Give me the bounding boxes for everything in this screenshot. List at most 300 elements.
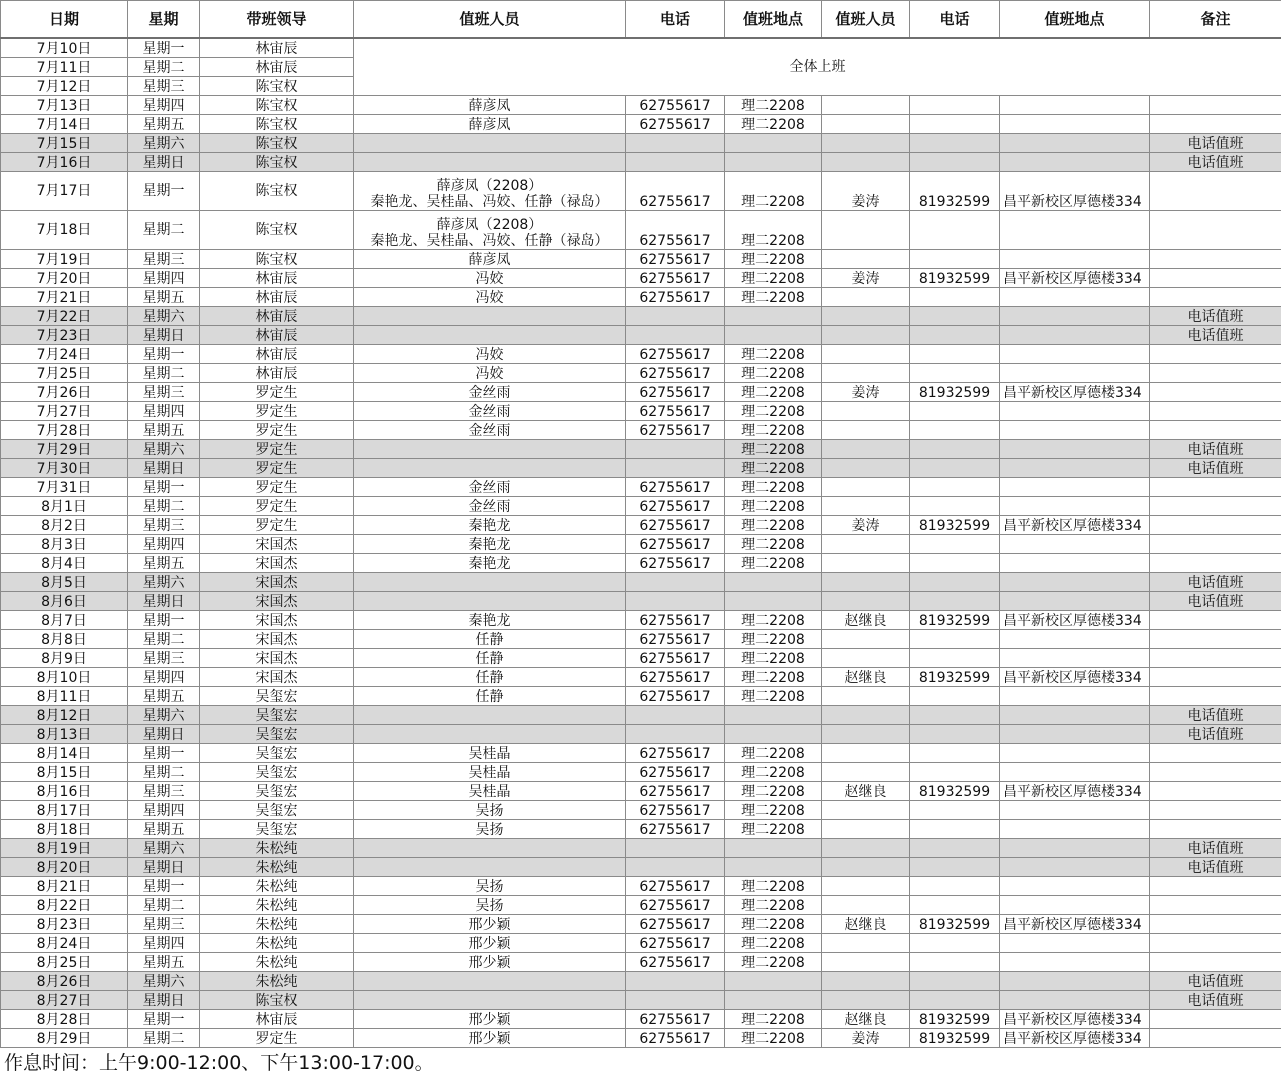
cell-weekday: 星期二 <box>128 630 200 649</box>
cell-staff-2 <box>822 478 910 497</box>
cell-staff <box>354 839 626 858</box>
cell-staff-2 <box>822 153 910 172</box>
cell-note <box>1150 649 1281 668</box>
cell-weekday: 星期五 <box>128 953 200 972</box>
cell-location-2 <box>1000 402 1150 421</box>
cell-weekday: 星期六 <box>128 972 200 991</box>
cell-date: 7月16日 <box>1 153 128 172</box>
table-row <box>1 630 1281 649</box>
cell-phone-2: 81932599 <box>910 915 1000 934</box>
cell-location: 理二2208 <box>725 915 822 934</box>
cell-leader: 吴玺宏 <box>200 706 354 725</box>
staff-name: 邢少颖 <box>468 955 511 971</box>
cell-staff <box>354 896 626 915</box>
cell-weekday: 星期四 <box>128 801 200 820</box>
cell-weekday: 星期日 <box>128 725 200 744</box>
cell-location-2: 昌平新校区厚德楼334 <box>1000 782 1150 801</box>
cell-location-2 <box>1000 535 1150 554</box>
cell-staff-2 <box>822 820 910 839</box>
cell-location <box>725 725 822 744</box>
cell-phone-2 <box>910 953 1000 972</box>
table-row <box>1 782 1281 801</box>
cell-leader: 宋国杰 <box>200 592 354 611</box>
staff-name: 冯姣 <box>475 366 504 382</box>
cell-weekday: 星期二 <box>128 896 200 915</box>
cell-date: 8月11日 <box>1 687 128 706</box>
cell-leader: 陈宝权 <box>200 991 354 1010</box>
cell-phone-2 <box>910 402 1000 421</box>
cell-staff <box>354 96 626 115</box>
staff-name: 吴扬 <box>475 879 504 895</box>
cell-phone-2 <box>910 839 1000 858</box>
cell-date: 7月30日 <box>1 459 128 478</box>
cell-note: 电话值班 <box>1150 706 1281 725</box>
cell-phone-2: 81932599 <box>910 782 1000 801</box>
cell-staff <box>354 972 626 991</box>
cell-phone <box>626 592 725 611</box>
cell-location <box>725 153 822 172</box>
header-location: 值班地点 <box>725 1 822 39</box>
cell-date: 8月15日 <box>1 763 128 782</box>
cell-weekday: 星期日 <box>128 592 200 611</box>
cell-location: 理二2208 <box>725 763 822 782</box>
cell-leader: 吴玺宏 <box>200 687 354 706</box>
cell-phone-2 <box>910 706 1000 725</box>
cell-phone-2 <box>910 763 1000 782</box>
staff-name: 任静 <box>475 651 504 667</box>
cell-phone: 62755617 <box>626 611 725 630</box>
cell-weekday: 星期二 <box>128 58 200 77</box>
cell-location-2 <box>1000 211 1150 250</box>
cell-location <box>725 326 822 345</box>
cell-staff <box>354 459 626 478</box>
staff-name: 秦艳龙、吴桂晶、冯姣、任静（禄岛） <box>370 194 609 210</box>
cell-staff <box>354 630 626 649</box>
cell-staff <box>354 687 626 706</box>
cell-staff-2 <box>822 839 910 858</box>
cell-date: 8月14日 <box>1 744 128 763</box>
header-weekday: 星期 <box>128 1 200 39</box>
staff-name: 薛彦凤 <box>468 117 511 133</box>
cell-note <box>1150 497 1281 516</box>
cell-date: 7月15日 <box>1 134 128 153</box>
cell-date: 8月8日 <box>1 630 128 649</box>
cell-staff-2: 姜涛 <box>822 269 910 288</box>
cell-phone-2 <box>910 459 1000 478</box>
staff-name: 秦艳龙、吴桂晶、冯姣、任静（禄岛） <box>370 233 609 249</box>
cell-leader: 陈宝权 <box>200 172 354 211</box>
cell-staff-2 <box>822 896 910 915</box>
cell-phone-2 <box>910 630 1000 649</box>
cell-location: 理二2208 <box>725 744 822 763</box>
cell-leader: 林宙辰 <box>200 58 354 77</box>
cell-location: 理二2208 <box>725 402 822 421</box>
cell-date: 7月10日 <box>1 38 128 58</box>
cell-staff-2 <box>822 972 910 991</box>
cell-location: 理二2208 <box>725 953 822 972</box>
cell-location-2 <box>1000 763 1150 782</box>
cell-leader: 宋国杰 <box>200 573 354 592</box>
cell-phone: 62755617 <box>626 953 725 972</box>
cell-location: 理二2208 <box>725 1029 822 1048</box>
cell-phone <box>626 725 725 744</box>
cell-phone-2 <box>910 687 1000 706</box>
cell-staff <box>354 801 626 820</box>
cell-phone-2 <box>910 744 1000 763</box>
cell-phone: 62755617 <box>626 497 725 516</box>
cell-leader: 林宙辰 <box>200 288 354 307</box>
staff-name: 吴桂晶 <box>468 784 511 800</box>
cell-weekday: 星期三 <box>128 782 200 801</box>
cell-phone-2 <box>910 573 1000 592</box>
cell-staff <box>354 326 626 345</box>
cell-location <box>725 573 822 592</box>
cell-phone-2 <box>910 421 1000 440</box>
cell-staff-2: 赵继良 <box>822 611 910 630</box>
cell-staff-2 <box>822 364 910 383</box>
cell-location-2 <box>1000 592 1150 611</box>
cell-staff <box>354 877 626 896</box>
cell-weekday: 星期一 <box>128 744 200 763</box>
cell-phone <box>626 459 725 478</box>
cell-location <box>725 307 822 326</box>
cell-date: 7月26日 <box>1 383 128 402</box>
cell-phone: 62755617 <box>626 649 725 668</box>
cell-leader: 陈宝权 <box>200 153 354 172</box>
cell-date: 8月1日 <box>1 497 128 516</box>
cell-staff <box>354 1029 626 1048</box>
cell-phone-2 <box>910 478 1000 497</box>
cell-phone-2 <box>910 592 1000 611</box>
cell-location-2 <box>1000 134 1150 153</box>
cell-note: 电话值班 <box>1150 592 1281 611</box>
table-row <box>1 706 1281 725</box>
cell-weekday: 星期一 <box>128 345 200 364</box>
cell-leader: 罗定生 <box>200 383 354 402</box>
cell-staff-2 <box>822 421 910 440</box>
cell-location-2: 昌平新校区厚德楼334 <box>1000 611 1150 630</box>
cell-date: 8月17日 <box>1 801 128 820</box>
table-row <box>1 269 1281 288</box>
cell-date: 7月27日 <box>1 402 128 421</box>
cell-staff <box>354 611 626 630</box>
cell-note <box>1150 896 1281 915</box>
table-row <box>1 820 1281 839</box>
cell-phone-2 <box>910 820 1000 839</box>
cell-location: 理二2208 <box>725 668 822 687</box>
cell-leader: 罗定生 <box>200 421 354 440</box>
table-row <box>1 440 1281 459</box>
cell-phone-2 <box>910 440 1000 459</box>
cell-location-2: 昌平新校区厚德楼334 <box>1000 516 1150 535</box>
cell-staff-2 <box>822 953 910 972</box>
table-row <box>1 364 1281 383</box>
header-leader: 带班领导 <box>200 1 354 39</box>
table-row <box>1 1029 1281 1048</box>
table-row <box>1 649 1281 668</box>
cell-location: 理二2208 <box>725 782 822 801</box>
cell-weekday: 星期六 <box>128 573 200 592</box>
cell-weekday: 星期六 <box>128 134 200 153</box>
cell-phone-2 <box>910 535 1000 554</box>
cell-date: 7月21日 <box>1 288 128 307</box>
cell-location: 理二2208 <box>725 459 822 478</box>
cell-staff <box>354 307 626 326</box>
cell-leader: 林宙辰 <box>200 1010 354 1029</box>
cell-staff <box>354 383 626 402</box>
cell-location-2 <box>1000 896 1150 915</box>
cell-phone: 62755617 <box>626 1010 725 1029</box>
cell-weekday: 星期一 <box>128 172 200 211</box>
cell-staff-2 <box>822 934 910 953</box>
cell-staff-2: 赵继良 <box>822 915 910 934</box>
cell-note <box>1150 402 1281 421</box>
cell-staff <box>354 478 626 497</box>
cell-date: 7月12日 <box>1 77 128 96</box>
table-row <box>1 307 1281 326</box>
cell-leader: 宋国杰 <box>200 611 354 630</box>
cell-weekday: 星期六 <box>128 839 200 858</box>
cell-location-2 <box>1000 364 1150 383</box>
cell-leader: 宋国杰 <box>200 554 354 573</box>
cell-staff-2 <box>822 725 910 744</box>
cell-leader: 吴玺宏 <box>200 744 354 763</box>
header-date: 日期 <box>1 1 128 39</box>
table-row <box>1 839 1281 858</box>
cell-note <box>1150 478 1281 497</box>
cell-location: 理二2208 <box>725 820 822 839</box>
cell-staff-2 <box>822 877 910 896</box>
cell-location: 理二2208 <box>725 250 822 269</box>
cell-location-2 <box>1000 991 1150 1010</box>
cell-location <box>725 134 822 153</box>
cell-leader: 宋国杰 <box>200 630 354 649</box>
cell-staff <box>354 858 626 877</box>
cell-note: 电话值班 <box>1150 839 1281 858</box>
cell-leader: 林宙辰 <box>200 364 354 383</box>
cell-phone: 62755617 <box>626 383 725 402</box>
table-body <box>1 38 1281 1048</box>
cell-location-2 <box>1000 478 1150 497</box>
cell-weekday: 星期二 <box>128 1029 200 1048</box>
cell-staff <box>354 364 626 383</box>
cell-location-2 <box>1000 115 1150 134</box>
cell-staff-2 <box>822 630 910 649</box>
cell-note: 电话值班 <box>1150 858 1281 877</box>
cell-leader: 陈宝权 <box>200 77 354 96</box>
cell-staff-2 <box>822 96 910 115</box>
cell-note <box>1150 535 1281 554</box>
cell-location-2 <box>1000 497 1150 516</box>
cell-location-2 <box>1000 858 1150 877</box>
cell-weekday: 星期六 <box>128 440 200 459</box>
cell-weekday: 星期二 <box>128 211 200 250</box>
cell-date: 7月20日 <box>1 269 128 288</box>
cell-weekday: 星期三 <box>128 250 200 269</box>
cell-leader: 罗定生 <box>200 497 354 516</box>
table-row <box>1 172 1281 211</box>
cell-phone <box>626 858 725 877</box>
cell-staff-2 <box>822 326 910 345</box>
cell-location: 理二2208 <box>725 478 822 497</box>
cell-staff-2 <box>822 763 910 782</box>
cell-location <box>725 858 822 877</box>
cell-leader: 朱松纯 <box>200 934 354 953</box>
cell-date: 8月20日 <box>1 858 128 877</box>
cell-phone: 62755617 <box>626 250 725 269</box>
cell-phone: 62755617 <box>626 630 725 649</box>
cell-phone: 62755617 <box>626 934 725 953</box>
cell-staff <box>354 1010 626 1029</box>
cell-phone: 62755617 <box>626 115 725 134</box>
table-row <box>1 402 1281 421</box>
cell-note: 电话值班 <box>1150 991 1281 1010</box>
cell-note <box>1150 915 1281 934</box>
cell-phone-2: 81932599 <box>910 1029 1000 1048</box>
cell-staff-2 <box>822 459 910 478</box>
cell-note <box>1150 211 1281 250</box>
cell-location: 理二2208 <box>725 649 822 668</box>
cell-phone: 62755617 <box>626 516 725 535</box>
cell-location-2 <box>1000 877 1150 896</box>
cell-leader: 朱松纯 <box>200 972 354 991</box>
cell-date: 8月6日 <box>1 592 128 611</box>
cell-note <box>1150 269 1281 288</box>
cell-staff <box>354 250 626 269</box>
cell-date: 8月26日 <box>1 972 128 991</box>
table-row <box>1 38 1281 58</box>
staff-name: 冯姣 <box>475 347 504 363</box>
cell-weekday: 星期一 <box>128 1010 200 1029</box>
cell-weekday: 星期四 <box>128 934 200 953</box>
cell-leader: 林宙辰 <box>200 345 354 364</box>
cell-phone <box>626 706 725 725</box>
cell-note <box>1150 115 1281 134</box>
cell-staff-2 <box>822 991 910 1010</box>
cell-date: 8月18日 <box>1 820 128 839</box>
cell-phone: 62755617 <box>626 668 725 687</box>
staff-name: 吴扬 <box>475 898 504 914</box>
cell-location: 理二2208 <box>725 516 822 535</box>
cell-location-2 <box>1000 250 1150 269</box>
cell-location: 理二2208 <box>725 345 822 364</box>
table-row <box>1 153 1281 172</box>
cell-phone: 62755617 <box>626 763 725 782</box>
cell-phone-2 <box>910 345 1000 364</box>
cell-leader: 罗定生 <box>200 402 354 421</box>
cell-staff-2 <box>822 440 910 459</box>
table-row <box>1 478 1281 497</box>
cell-date: 7月11日 <box>1 58 128 77</box>
cell-leader: 吴玺宏 <box>200 725 354 744</box>
cell-leader: 朱松纯 <box>200 877 354 896</box>
cell-leader: 林宙辰 <box>200 307 354 326</box>
cell-staff <box>354 440 626 459</box>
cell-note <box>1150 364 1281 383</box>
cell-phone-2 <box>910 250 1000 269</box>
cell-location-2 <box>1000 725 1150 744</box>
cell-staff <box>354 115 626 134</box>
cell-location: 理二2208 <box>725 497 822 516</box>
cell-staff <box>354 288 626 307</box>
cell-phone: 62755617 <box>626 744 725 763</box>
cell-phone: 62755617 <box>626 364 725 383</box>
cell-weekday: 星期三 <box>128 77 200 96</box>
cell-date: 7月19日 <box>1 250 128 269</box>
cell-phone: 62755617 <box>626 1029 725 1048</box>
cell-phone-2 <box>910 877 1000 896</box>
staff-name: 秦艳龙 <box>468 613 511 629</box>
table-row <box>1 687 1281 706</box>
cell-date: 8月25日 <box>1 953 128 972</box>
table-row <box>1 115 1281 134</box>
table-row <box>1 96 1281 115</box>
cell-phone-2 <box>910 307 1000 326</box>
cell-location: 理二2208 <box>725 421 822 440</box>
header-staff: 值班人员 <box>354 1 626 39</box>
cell-staff-2 <box>822 801 910 820</box>
cell-staff-2: 赵继良 <box>822 782 910 801</box>
cell-weekday: 星期六 <box>128 706 200 725</box>
staff-name: 任静 <box>475 632 504 648</box>
cell-note <box>1150 934 1281 953</box>
cell-date: 7月18日 <box>1 211 128 250</box>
table-row <box>1 877 1281 896</box>
cell-phone-2: 81932599 <box>910 611 1000 630</box>
cell-leader: 林宙辰 <box>200 269 354 288</box>
cell-note <box>1150 345 1281 364</box>
cell-note <box>1150 421 1281 440</box>
cell-note: 电话值班 <box>1150 326 1281 345</box>
cell-date: 8月19日 <box>1 839 128 858</box>
cell-leader: 陈宝权 <box>200 115 354 134</box>
cell-weekday: 星期二 <box>128 364 200 383</box>
cell-staff-2 <box>822 497 910 516</box>
cell-phone: 62755617 <box>626 535 725 554</box>
cell-weekday: 星期日 <box>128 991 200 1010</box>
header-row <box>1 1 1281 39</box>
staff-name: 任静 <box>475 689 504 705</box>
staff-name: 金丝雨 <box>468 499 511 515</box>
cell-staff <box>354 934 626 953</box>
cell-leader: 朱松纯 <box>200 953 354 972</box>
cell-note: 电话值班 <box>1150 153 1281 172</box>
cell-staff-2 <box>822 649 910 668</box>
cell-staff-2 <box>822 250 910 269</box>
table-row <box>1 326 1281 345</box>
cell-phone: 62755617 <box>626 288 725 307</box>
cell-weekday: 星期六 <box>128 307 200 326</box>
cell-weekday: 星期三 <box>128 383 200 402</box>
cell-location-2 <box>1000 744 1150 763</box>
cell-staff <box>354 497 626 516</box>
cell-leader: 林宙辰 <box>200 326 354 345</box>
cell-phone-2: 81932599 <box>910 269 1000 288</box>
cell-location <box>725 706 822 725</box>
cell-note <box>1150 630 1281 649</box>
cell-weekday: 星期二 <box>128 763 200 782</box>
cell-weekday: 星期五 <box>128 115 200 134</box>
cell-staff <box>354 211 626 250</box>
cell-location-2 <box>1000 934 1150 953</box>
cell-date: 7月25日 <box>1 364 128 383</box>
cell-staff-2 <box>822 115 910 134</box>
cell-staff-2 <box>822 687 910 706</box>
cell-leader: 罗定生 <box>200 478 354 497</box>
cell-note <box>1150 763 1281 782</box>
cell-phone: 62755617 <box>626 554 725 573</box>
table-row <box>1 211 1281 250</box>
